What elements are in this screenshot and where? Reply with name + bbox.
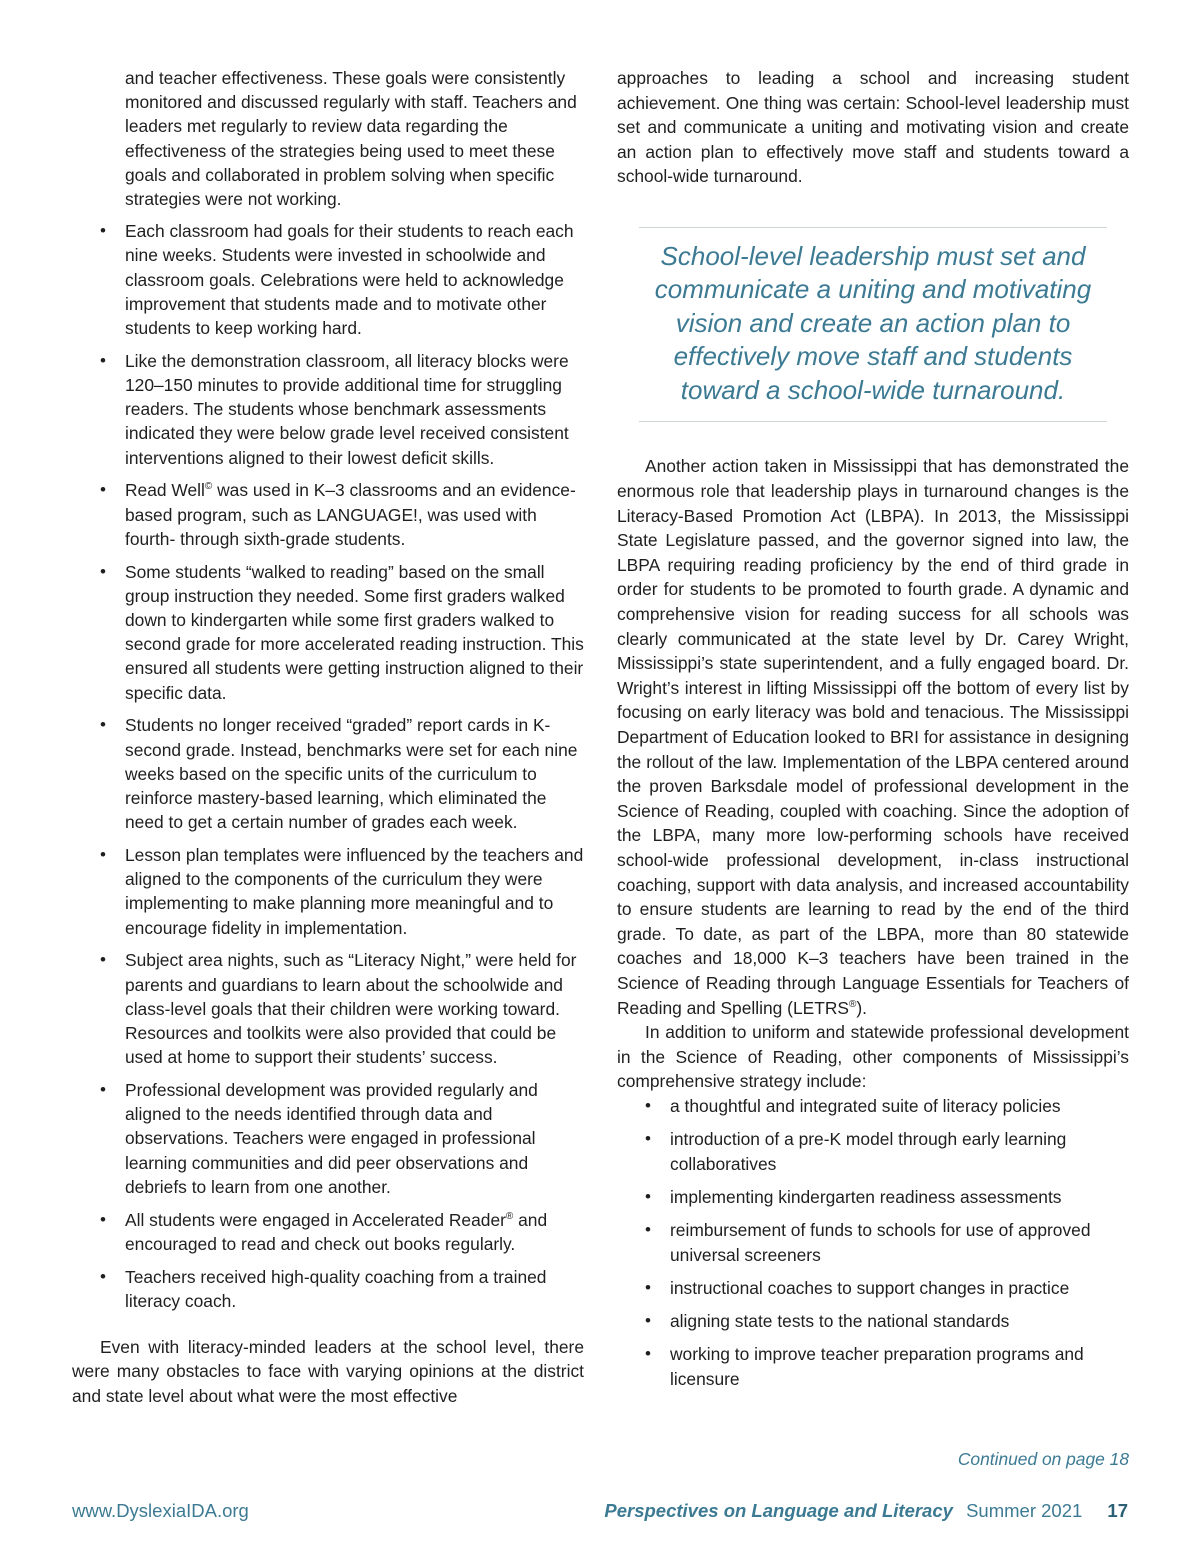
bullet-icon: • — [645, 1220, 651, 1240]
list-item: • instructional coaches to support changes in practice — [617, 1276, 1129, 1301]
list-item: • Lesson plan templates were influenced by the teachers and aligned to the components of the curriculum they were implementing to make planning more meaningful and to encourage fidelity in implementation. — [100, 845, 584, 938]
bullet-icon: • — [100, 1080, 106, 1100]
left-closing-paragraph: Even with literacy-minded leaders at the school level, there were many obstacles to face with varying opinions at the district and state level about what were the most effective — [72, 1337, 584, 1406]
list-item: • Professional development was provided regularly and aligned to the needs identified through data and observations. Teachers were engaged in professional learning communities and did peer observations and debriefs to learn from one another. — [100, 1080, 538, 1197]
lbpa-paragraph: Another action taken in Mississippi that has demonstrated the enormous role that leadership plays in turnaround changes is the Literacy-Based Promotion Act (LBPA). In 2013, the Mississippi State Legislature passed, and the governor signed into law, the LBPA requiring reading proficiency by the end of third grade in order for students to be promoted to fourth grade. A dynamic and comprehensive vision for reading success for all schools was clearly communicated at the state level by Dr. Carey Wright, Mississippi’s state superintendent, and a fully engaged board. Dr. Wright’s interest in lifting Mississippi off the bottom of every list by focusing on early literacy was bold and tenacious. The Mississippi Department of Education looked to BRI for assistance in designing the rollout of the law. Implementation of the LBPA centered around the proven Barksdale model of professional development in the Science of Reading, coupled with coaching. Since the adoption of the LBPA, many more low-performing schools have received school-wide professional development, in-class instructional coaching, support with data analysis, and increased accountability to ensure students are learning to read by the end of the third grade. To date, as part of the LBPA, more than 80 statewide coaches and 18,000 K–3 teachers have been trained in the Science of Reading through Language Essentials for Teachers of Reading and Spelling (LETRS®). — [617, 456, 1129, 1018]
bullet-icon: • — [645, 1344, 651, 1364]
list-item: • working to improve teacher preparation programs and licensure — [645, 1344, 1084, 1389]
list-item: • reimbursement of funds to schools for use of approved universal screeners — [645, 1220, 1091, 1265]
bullet-icon: • — [645, 1311, 651, 1331]
list-item: • introduction of a pre-K model through early learning collaboratives — [645, 1129, 1067, 1174]
list-item: • implementing kindergarten readiness assessments — [617, 1185, 1129, 1210]
list-item: • Subject area nights, such as “Literacy Night,” were held for parents and guardians to learn about the schoolwide and class-level goals that their children were working toward. Resources and toolkits were also provided that could be used at home to support their students’ success. — [100, 950, 577, 1068]
list-item: • Each classroom had goals for their students to reach each nine weeks. Students were invested in schoolwide and classroom goals. Celebrations were held to acknowledge improvement that students made and to motivate other students to keep working hard. — [100, 221, 574, 339]
strategy-bullet-list — [617, 1094, 1129, 1392]
list-item: • Teachers received high-quality coaching from a trained literacy coach. — [100, 1266, 547, 1311]
issue-season: Summer 2021 — [966, 1500, 1083, 1521]
left-bullet-list — [72, 219, 584, 1313]
bullet-icon: • — [100, 1266, 106, 1286]
list-item: • Students no longer received “graded” report cards in K-second grade. Instead, benchmarks were set for each nine weeks based on the specific units of the curriculum to reinforce mastery-based learning, which eliminated the need to get a certain number of grades each week. — [100, 715, 578, 833]
registered-mark: ® — [505, 1210, 514, 1222]
publication-title: Perspectives on Language and Literacy — [604, 1500, 953, 1521]
list-item: • aligning state tests to the national standards — [617, 1309, 1129, 1334]
page-number: 17 — [1107, 1500, 1128, 1521]
bullet-icon: • — [100, 561, 106, 581]
strategy-intro-paragraph: In addition to uniform and statewide professional development in the Science of Reading, other components of Mississippi’s comprehensive strategy include: — [617, 1022, 1129, 1092]
copyright-mark: © — [204, 481, 213, 493]
list-item: • a thoughtful and integrated suite of literacy policies — [617, 1094, 1129, 1119]
bullet-icon: • — [100, 350, 106, 370]
bullet-icon: • — [645, 1095, 651, 1115]
footer-url[interactable]: www.DyslexiaIDA.org — [72, 1500, 249, 1521]
right-column — [617, 66, 1129, 1400]
list-item: • Some students “walked to reading” based on the small group instruction they needed. Some first graders walked down to kindergarten while some first graders walked to second grade for more accelerated reading instruction. This ensured all students were getting instruction aligned to their specific data. — [100, 561, 584, 703]
bullet-icon: • — [100, 480, 106, 500]
bullet-icon: • — [645, 1129, 651, 1149]
bullet-icon: • — [100, 221, 106, 241]
pull-quote: School-level leadership must set and communicate a uniting and motivating vision and create an action plan to effectively move staff and students toward a school-wide turnaround. — [639, 227, 1107, 423]
list-item: • All students were engaged in Accelerated Reader® and encouraged to read and check out books regularly. — [100, 1209, 548, 1254]
left-column — [72, 66, 584, 1408]
bullet-icon: • — [645, 1186, 651, 1206]
list-item: • Read Well© was used in K–3 classrooms and an evidence-based program, such as LANGUAGE!, was used with fourth- through sixth-grade students. — [100, 480, 576, 549]
bullet-icon: • — [100, 715, 106, 735]
bullet-icon: • — [100, 845, 106, 865]
continued-note: Continued on page 18 — [957, 1449, 1129, 1469]
bullet-icon: • — [100, 950, 106, 970]
registered-mark: ® — [849, 998, 857, 1010]
right-continuation-paragraph: approaches to leading a school and increasing student achievement. One thing was certain: School-level leadership must set and communicate a uniting and motivating vision and create an action plan to effectively move staff and students toward a school-wide turnaround. — [617, 68, 1129, 187]
footer-publication-info — [604, 1500, 1128, 1522]
list-item: • Like the demonstration classroom, all literacy blocks were 120–150 minutes to provide additional time for struggling readers. The students whose benchmark assessments indicated they were below grade level received consistent interventions aligned to their lowest deficit skills. — [100, 350, 569, 468]
bullet-icon: • — [645, 1277, 651, 1297]
bullet-icon: • — [100, 1209, 106, 1229]
left-lead-paragraph: and teacher effectiveness. These goals were consistently monitored and discussed regularly with staff. Teachers and leaders met regularly to review data regarding the effectiveness of the strategies being used to meet these goals and collaborated in problem solving when specific strategies were not working. — [125, 68, 577, 210]
